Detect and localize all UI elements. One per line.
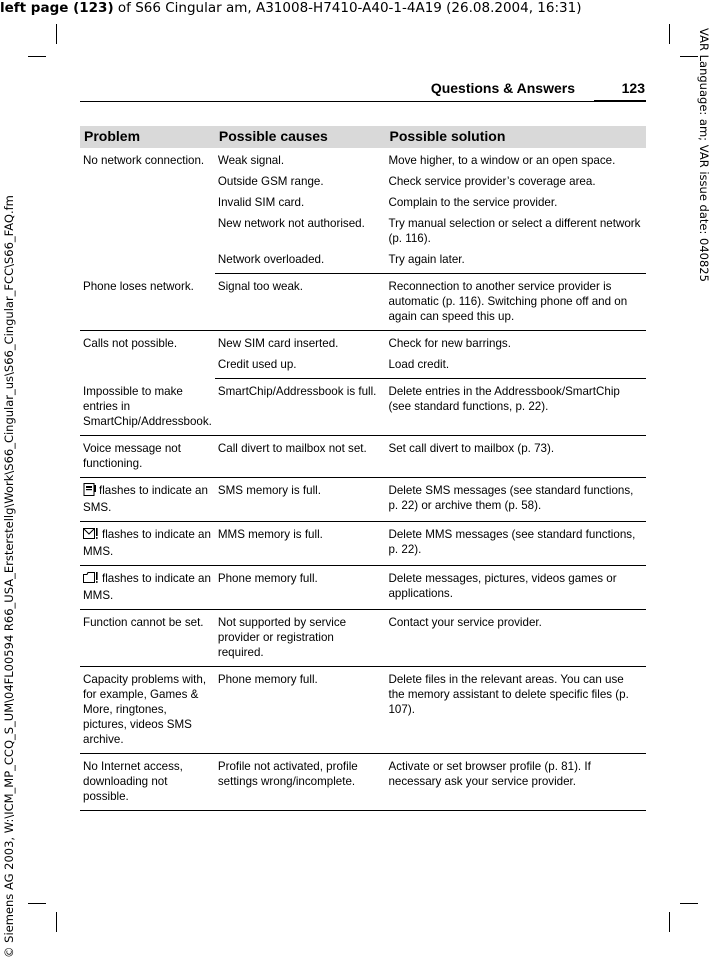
crop-mark bbox=[669, 912, 670, 932]
table-header-row bbox=[80, 126, 646, 148]
problem-cell bbox=[80, 379, 215, 436]
solution-cell: Move higher, to a window or an open space. bbox=[388, 154, 616, 167]
solution-cell: Reconnection to another service provider is automatic (p. 116). Switching phone off and on again can speed this up. bbox=[385, 274, 646, 331]
table-row bbox=[80, 435, 646, 477]
cause-cell: Not supported by service provider or registration required. bbox=[215, 609, 386, 666]
crop-mark bbox=[56, 24, 57, 44]
cause-cell: Call divert to mailbox not set. bbox=[215, 435, 386, 477]
problem-cell bbox=[80, 565, 215, 609]
problem-cell bbox=[80, 477, 215, 521]
print-header bbox=[0, 0, 725, 16]
problem-cell bbox=[80, 753, 215, 810]
problem-text: flashes to indicate an MMS. bbox=[83, 527, 211, 558]
solution-cell: Delete files in the relevant areas. You can use the memory assistant to delete specific files (p. 107). bbox=[385, 666, 646, 753]
crop-mark bbox=[680, 903, 698, 904]
table-row bbox=[80, 477, 646, 521]
cause-cell: Credit used up. bbox=[215, 354, 386, 379]
cause-cell: SmartChip/Addressbook is full. bbox=[215, 379, 386, 436]
table-row bbox=[80, 521, 646, 565]
cause-cell: Weak signal. bbox=[217, 154, 285, 167]
solution-cell: Try again later. bbox=[385, 249, 646, 274]
problem-text: Impossible to make entries in SmartChip/Addressbook. bbox=[83, 384, 212, 428]
mms-full-icon bbox=[83, 527, 99, 544]
table-row bbox=[80, 565, 646, 609]
cause-cell: Phone memory full. bbox=[215, 565, 386, 609]
solution-cell: Set call divert to mailbox (p. 73). bbox=[385, 435, 646, 477]
table-row bbox=[80, 753, 646, 810]
side-info-left: © Siemens AG 2003, W:\ICM_MP_CCQ_S_UM\04FL00594 R66_USA_Ersterstellg\Work\S66_Cingular_us\S66_Cingular_FCC\S66_FAQ.fm bbox=[2, 195, 16, 958]
table-row bbox=[80, 274, 646, 331]
cause-cell: Outside GSM range. bbox=[217, 175, 324, 188]
solution-cell: Delete SMS messages (see standard functions, p. 22) or archive them (p. 58). bbox=[385, 477, 646, 521]
problem-cell bbox=[80, 609, 215, 666]
solution-cell: Complain to the service provider. bbox=[388, 196, 558, 209]
problem-cell bbox=[80, 666, 215, 753]
table-row bbox=[80, 379, 646, 436]
problem-text: Phone loses network. bbox=[83, 279, 194, 293]
solution-cell: Check service provider’s coverage area. bbox=[388, 175, 596, 188]
header-problem: Problem bbox=[80, 126, 215, 148]
problem-text: flashes to indicate an SMS. bbox=[83, 483, 208, 514]
cause-cell: New network not authorised. bbox=[217, 217, 365, 230]
faq-table bbox=[80, 126, 646, 811]
cause-cell: New SIM card inserted. bbox=[217, 337, 339, 350]
side-info-right: VAR Language: am; VAR issue date: 040825 bbox=[697, 28, 711, 282]
problem-cell bbox=[80, 274, 215, 331]
problem-cell bbox=[80, 521, 215, 565]
header-causes: Possible causes bbox=[215, 126, 386, 148]
problem-text: Calls not possible. bbox=[83, 337, 178, 350]
solution-cell: Try manual selection or select a different network (p. 116). bbox=[388, 217, 641, 245]
crop-mark bbox=[669, 24, 670, 44]
table-row bbox=[80, 609, 646, 666]
crop-mark bbox=[56, 912, 57, 932]
cause-cell: Network overloaded. bbox=[215, 249, 386, 274]
solution-cell: Check for new barrings. bbox=[388, 337, 511, 350]
problem-text: Function cannot be set. bbox=[83, 615, 204, 629]
problem-text: No network connection. bbox=[83, 154, 205, 167]
table-row bbox=[80, 331, 646, 355]
crop-mark bbox=[680, 56, 698, 57]
phone-memory-full-icon bbox=[83, 571, 99, 588]
solution-cell: Delete messages, pictures, videos games or applications. bbox=[385, 565, 646, 609]
cause-cell: Signal too weak. bbox=[215, 274, 386, 331]
header-solution: Possible solution bbox=[385, 126, 646, 148]
problem-cell bbox=[80, 331, 215, 379]
cause-cell: Profile not activated, profile settings wrong/incomplete. bbox=[215, 753, 386, 810]
problem-cell bbox=[80, 148, 215, 274]
problem-text: Capacity problems with, for example, Games & More, ringtones, pictures, videos SMS archive. bbox=[83, 672, 207, 746]
cause-cell: MMS memory is full. bbox=[215, 521, 386, 565]
sms-full-icon bbox=[83, 483, 96, 500]
problem-text: Voice message not functioning. bbox=[83, 441, 181, 470]
running-head bbox=[0, 80, 725, 100]
solution-cell: Delete entries in the Addressbook/SmartChip (see standard functions, p. 22). bbox=[385, 379, 646, 436]
print-header-info: of S66 Cingular am, A31008-H7410-A40-1-4A19 (26.08.2004, 16:31) bbox=[113, 0, 582, 16]
problem-cell bbox=[80, 435, 215, 477]
page-number: 123 bbox=[621, 80, 645, 96]
cause-cell: Invalid SIM card. bbox=[217, 196, 305, 209]
print-header-page: left page (123) bbox=[0, 0, 114, 16]
solution-cell: Load credit. bbox=[385, 354, 646, 379]
table-body bbox=[80, 148, 646, 810]
header-rule-accent bbox=[594, 100, 646, 102]
problem-text: flashes to indicate an MMS. bbox=[83, 571, 211, 602]
crop-mark bbox=[28, 56, 46, 57]
header-rule bbox=[80, 101, 646, 102]
problem-text: No Internet access, downloading not possible. bbox=[83, 759, 183, 803]
table-row bbox=[80, 148, 646, 171]
solution-cell: Delete MMS messages (see standard functions, p. 22). bbox=[385, 521, 646, 565]
solution-cell: Contact your service provider. bbox=[385, 609, 646, 666]
cause-cell: SMS memory is full. bbox=[215, 477, 386, 521]
table-row bbox=[80, 666, 646, 753]
section-title: Questions & Answers bbox=[430, 80, 575, 96]
cause-cell: Phone memory full. bbox=[215, 666, 386, 753]
solution-cell: Activate or set browser profile (p. 81). If necessary ask your service provider. bbox=[385, 753, 646, 810]
crop-mark bbox=[28, 903, 46, 904]
